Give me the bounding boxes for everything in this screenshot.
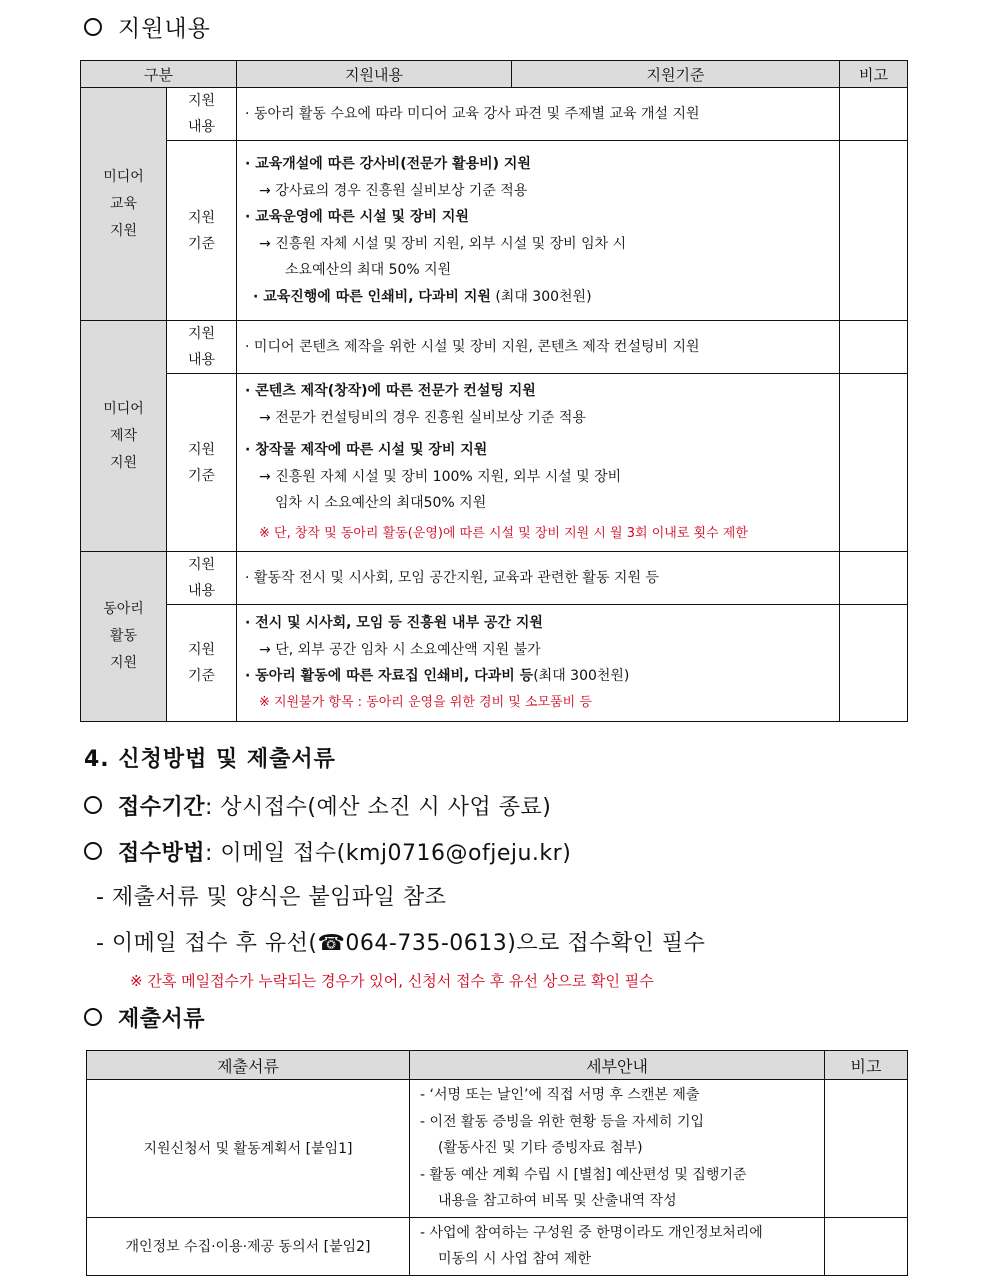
table-row bbox=[81, 374, 908, 552]
support-section-title: 지원내용 bbox=[118, 16, 211, 42]
category-cell: 미디어 제작 지원 bbox=[81, 321, 167, 552]
table-row bbox=[87, 1217, 908, 1275]
note-attachments: - 제출서류 및 양식은 붙임파일 참조 bbox=[96, 885, 447, 910]
document-name: 지원신청서 및 활동계획서 [붙임1] bbox=[87, 1080, 410, 1218]
criteria-cell: · 전시 및 시사회, 모임 등 진흥원 내부 공간 지원 → 단, 외부 공간 임차 시 소요예산액 지원 불가 · 동아리 활동에 따른 자료집 인쇄비, 다과비 등(최대 300천원) ※ 지원불가 항목 : 동아리 운영을 위한 경비 및 소모품비 등 bbox=[237, 605, 840, 722]
header-note: 비고 bbox=[825, 1051, 908, 1080]
criteria-cell: · 콘텐츠 제작(창작)에 따른 전문가 컨설팅 지원 → 전문가 컨설팅비의 경우 진흥원 실비보상 기준 적용 · 창작물 제작에 따른 시설 및 장비 지원 → 진흥원 자체 시설 및 장비 100% 지원, 외부 시설 및 장비 임차 시 소요예산의 최대50% 지원 ※ 단, 창작 및 동아리 활동(운영)에 따른 시설 및 장비 지원 시 월 3회 이내로 횟수 제한 bbox=[237, 374, 840, 552]
note-phone-confirm: - 이메일 접수 후 유선(☎064-735-0613)으로 접수확인 필수 bbox=[96, 931, 706, 956]
documents-table-header bbox=[87, 1051, 908, 1080]
document-details: - ‘서명 또는 날인’에 직접 서명 후 스캔본 제출 - 이전 활동 증빙을 위한 현황 등을 자세히 기입 (활동사진 및 기타 증빙자료 첨부) - 활동 예산 계획 수립 시 [별첨] 예산편성 및 집행기준 내용을 참고하여 비목 및 산출내역 작성 bbox=[410, 1080, 825, 1218]
note-cell bbox=[840, 374, 908, 552]
table-row bbox=[81, 88, 908, 141]
support-table-header bbox=[81, 61, 908, 88]
criteria-label-cell: 지원 기준 bbox=[167, 374, 237, 552]
criteria-label-cell: 지원 기준 bbox=[167, 605, 237, 722]
criteria-label-cell: 지원 기준 bbox=[167, 141, 237, 321]
document-name: 개인정보 수집·이용·제공 동의서 [붙임2] bbox=[87, 1217, 410, 1275]
category-cell: 동아리 활동 지원 bbox=[81, 552, 167, 722]
docs-heading bbox=[84, 1002, 205, 1033]
table-row bbox=[87, 1080, 908, 1218]
support-section-heading bbox=[84, 10, 211, 43]
table-row bbox=[81, 321, 908, 374]
note-cell bbox=[840, 552, 908, 605]
content-label-cell: 지원 내용 bbox=[167, 552, 237, 605]
content-text-cell: · 동아리 활동 수요에 따라 미디어 교육 강사 파견 및 주제별 교육 개설 지원 bbox=[237, 88, 840, 141]
note-cell bbox=[825, 1080, 908, 1218]
content-label-cell: 지원 내용 bbox=[167, 88, 237, 141]
note-cell bbox=[840, 605, 908, 722]
table-row bbox=[81, 552, 908, 605]
period-label: 접수기간 bbox=[118, 795, 206, 820]
header-detail: 세부안내 bbox=[410, 1051, 825, 1080]
note-cell bbox=[840, 88, 908, 141]
criteria-cell: · 교육개설에 따른 강사비(전문가 활용비) 지원 → 강사료의 경우 진흥원 실비보상 기준 적용 · 교육운영에 따른 시설 및 장비 지원 → 진흥원 자체 시설 및 장비 지원, 외부 시설 및 장비 임차 시 소요예산의 최대 50% 지원 · 교육진행에 따른 인쇄비, 다과비 지원 (최대 300천원) bbox=[237, 141, 840, 321]
method-line bbox=[84, 836, 571, 867]
period-line bbox=[84, 790, 551, 821]
warning-note: ※ 간혹 메일접수가 누락되는 경우가 있어, 신청서 접수 후 유선 상으로 확인 필수 bbox=[130, 972, 654, 990]
circle-bullet-icon bbox=[84, 18, 102, 36]
header-content: 지원내용 bbox=[237, 61, 512, 88]
header-document: 제출서류 bbox=[87, 1051, 410, 1080]
note-cell bbox=[825, 1217, 908, 1275]
header-criteria: 지원기준 bbox=[512, 61, 840, 88]
circle-bullet-icon bbox=[84, 1008, 102, 1026]
method-label: 접수방법 bbox=[118, 841, 206, 866]
header-note: 비고 bbox=[840, 61, 908, 88]
docs-title: 제출서류 bbox=[118, 1007, 206, 1032]
table-row bbox=[81, 141, 908, 321]
circle-bullet-icon bbox=[84, 842, 102, 860]
document-details: - 사업에 참여하는 구성원 중 한명이라도 개인정보처리에 미동의 시 사업 참여 제한 bbox=[410, 1217, 825, 1275]
note-cell bbox=[840, 321, 908, 374]
content-text-cell: · 미디어 콘텐츠 제작을 위한 시설 및 장비 지원, 콘텐츠 제작 컨설팅비 지원 bbox=[237, 321, 840, 374]
documents-table bbox=[86, 1050, 908, 1276]
category-cell: 미디어 교육 지원 bbox=[81, 88, 167, 321]
section4-title: 4. 신청방법 및 제출서류 bbox=[84, 747, 336, 772]
period-value: : 상시접수(예산 소진 시 사업 종료) bbox=[205, 795, 552, 820]
table-row bbox=[81, 605, 908, 722]
note-cell bbox=[840, 141, 908, 321]
content-label-cell: 지원 내용 bbox=[167, 321, 237, 374]
content-text-cell: · 활동작 전시 및 시사회, 모임 공간지원, 교육과 관련한 활동 지원 등 bbox=[237, 552, 840, 605]
header-category: 구분 bbox=[81, 61, 237, 88]
support-table bbox=[80, 60, 908, 722]
circle-bullet-icon bbox=[84, 796, 102, 814]
method-value: : 이메일 접수(kmj0716@ofjeju.kr) bbox=[205, 841, 572, 866]
